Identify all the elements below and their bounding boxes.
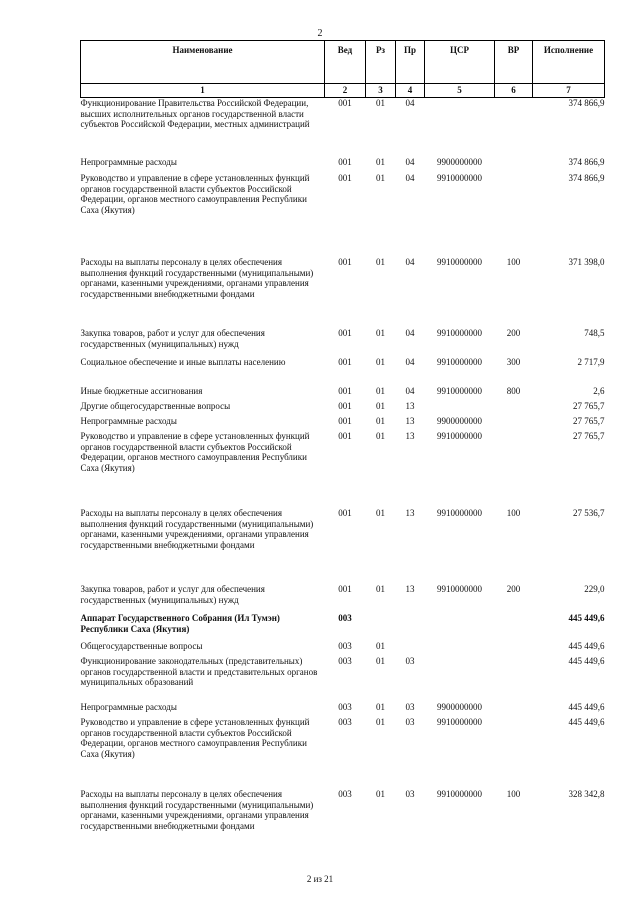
table-row	[81, 357, 605, 386]
cell-ved: 001	[338, 357, 352, 367]
cell-name: Расходы на выплаты персоналу в целях обеспечения выполнения функций государственными (муниципальными) органами, казенными учреждениями, органами управления государственными внебюджетными фондами	[80, 257, 314, 299]
cell-amount: 27 765,7	[573, 416, 605, 426]
cell-rz: 01	[376, 173, 385, 183]
cell-rz: 01	[376, 702, 385, 712]
cell-name: Закупка товаров, работ и услуг для обеспечения государственных (муниципальных) нужд	[80, 584, 265, 605]
table-row	[81, 401, 605, 416]
cell-rz: 01	[376, 257, 385, 267]
cell-vr	[495, 641, 533, 656]
cell-amount: 374 866,9	[568, 98, 605, 108]
column-number: 2	[325, 84, 366, 98]
cell-name: Руководство и управление в сфере установленных функций органов государственной власти субъектов Российской Федерации, органов местного самоуправления Республики Саха (Якутия)	[80, 431, 310, 473]
header-ved: Вед	[325, 41, 366, 84]
cell-ved: 001	[338, 386, 352, 396]
cell-rz: 01	[376, 416, 385, 426]
cell-vr	[495, 656, 533, 702]
budget-table	[80, 40, 605, 855]
cell-csr: 9900000000	[437, 416, 482, 426]
cell-pr	[396, 641, 425, 656]
table-row	[81, 431, 605, 508]
cell-rz: 01	[376, 357, 385, 367]
cell-vr	[495, 702, 533, 717]
header-csr: ЦСР	[425, 41, 495, 84]
cell-ved: 003	[338, 717, 352, 727]
column-number: 5	[425, 84, 495, 98]
column-number: 1	[81, 84, 325, 98]
cell-rz: 01	[376, 508, 385, 518]
cell-vr: 300	[506, 357, 521, 367]
cell-amount: 445 449,6	[568, 702, 605, 712]
cell-csr: 9910000000	[437, 386, 482, 396]
cell-ved: 001	[338, 157, 352, 167]
cell-pr: 13	[405, 508, 415, 518]
cell-pr: 04	[405, 328, 415, 338]
column-number: 3	[366, 84, 396, 98]
cell-vr	[495, 173, 533, 257]
cell-rz: 01	[376, 157, 385, 167]
cell-csr: 9910000000	[437, 508, 482, 518]
table-row	[81, 789, 605, 855]
cell-csr: 9900000000	[437, 702, 482, 712]
cell-name: Общегосударственные вопросы	[80, 641, 203, 651]
cell-amount: 445 449,6	[568, 613, 605, 623]
cell-csr: 9910000000	[437, 257, 482, 267]
cell-ved: 003	[338, 789, 352, 799]
table-body	[81, 98, 605, 856]
cell-vr	[495, 717, 533, 789]
table-row	[81, 641, 605, 656]
cell-ved: 001	[338, 431, 352, 441]
cell-name: Другие общегосударственные вопросы	[80, 401, 231, 411]
header-vr: ВР	[495, 41, 533, 84]
cell-name: Руководство и управление в сфере установленных функций органов государственной власти субъектов Российской Федерации, органов местного самоуправления Республики Саха (Якутия)	[80, 173, 310, 215]
page-footer: 2 из 21	[306, 874, 334, 884]
cell-amount: 27 765,7	[573, 401, 605, 411]
cell-vr: 100	[506, 257, 521, 267]
table-row	[81, 386, 605, 401]
cell-vr: 100	[506, 508, 521, 518]
cell-pr: 04	[405, 357, 415, 367]
table-row	[81, 613, 605, 641]
cell-name: Руководство и управление в сфере установленных функций органов государственной власти субъектов Российской Федерации, органов местного самоуправления Республики Саха (Якутия)	[80, 717, 310, 759]
cell-amount: 2 717,9	[577, 357, 605, 367]
cell-csr: 9910000000	[437, 789, 482, 799]
cell-name: Расходы на выплаты персоналу в целях обеспечения выполнения функций государственными (муниципальными) органами, казенными учреждениями, органами управления государственными внебюджетными фондами	[80, 789, 314, 831]
cell-csr: 9900000000	[437, 157, 482, 167]
cell-rz: 01	[376, 401, 385, 411]
cell-pr: 03	[405, 656, 415, 666]
cell-amount: 374 866,9	[568, 173, 605, 183]
cell-rz: 01	[376, 789, 385, 799]
cell-amount: 328 342,8	[568, 789, 605, 799]
cell-rz: 01	[376, 98, 385, 108]
cell-amount: 371 398,0	[568, 257, 605, 267]
header-pr: Пр	[396, 41, 425, 84]
cell-amount: 229,0	[584, 584, 605, 594]
cell-vr: 200	[506, 328, 521, 338]
cell-vr: 200	[506, 584, 521, 594]
cell-rz: 01	[376, 656, 385, 666]
cell-amount: 2,6	[593, 386, 605, 396]
cell-vr	[495, 157, 533, 173]
cell-ved: 001	[338, 328, 352, 338]
cell-rz: 01	[376, 584, 385, 594]
table-row	[81, 702, 605, 717]
column-number: 7	[533, 84, 605, 98]
cell-csr	[425, 98, 495, 158]
cell-vr	[495, 431, 533, 508]
column-number: 4	[396, 84, 425, 98]
column-number-row	[81, 84, 605, 98]
cell-vr: 800	[506, 386, 521, 396]
cell-csr: 9910000000	[437, 328, 482, 338]
header-rz: Рз	[366, 41, 396, 84]
table-row	[81, 157, 605, 173]
cell-name: Аппарат Государственного Собрания (Ил Тумэн) Республики Саха (Якутия)	[80, 613, 280, 634]
cell-vr: 100	[506, 789, 521, 799]
cell-name: Иные бюджетные ассигнования	[80, 386, 203, 396]
cell-csr: 9910000000	[437, 584, 482, 594]
cell-rz	[366, 613, 396, 641]
cell-name: Непрограммные расходы	[80, 416, 177, 426]
cell-ved: 001	[338, 401, 352, 411]
cell-ved: 003	[338, 702, 352, 712]
cell-pr: 03	[405, 702, 415, 712]
cell-name: Функционирование законодательных (представительных) органов государственной власти и представительных органов муниципальных образований	[80, 656, 318, 687]
cell-ved: 003	[338, 656, 352, 666]
table-row	[81, 508, 605, 584]
cell-csr	[425, 641, 495, 656]
cell-ved: 003	[338, 613, 352, 623]
cell-rz: 01	[376, 328, 385, 338]
cell-vr	[495, 401, 533, 416]
cell-amount: 374 866,9	[568, 157, 605, 167]
cell-pr: 13	[405, 416, 415, 426]
table-row	[81, 584, 605, 613]
cell-vr	[495, 613, 533, 641]
cell-ved: 001	[338, 257, 352, 267]
cell-name: Расходы на выплаты персоналу в целях обеспечения выполнения функций государственными (муниципальными) органами, казенными учреждениями, органами управления государственными внебюджетными фондами	[80, 508, 314, 550]
cell-pr: 03	[405, 789, 415, 799]
cell-pr: 13	[405, 431, 415, 441]
cell-rz: 01	[376, 431, 385, 441]
page-number-top: 2	[317, 28, 323, 39]
table-row	[81, 98, 605, 158]
cell-csr: 9910000000	[437, 173, 482, 183]
cell-pr: 04	[405, 386, 415, 396]
cell-name: Функционирование Правительства Российской Федерации, высших исполнительных органов государственной власти субъектов Российской Федерации, местных администраций	[80, 98, 310, 129]
table-row	[81, 717, 605, 789]
cell-amount: 445 449,6	[568, 717, 605, 727]
cell-pr: 03	[405, 717, 415, 727]
cell-pr: 04	[405, 173, 415, 183]
cell-name: Непрограммные расходы	[80, 157, 177, 167]
table-row	[81, 173, 605, 257]
cell-pr: 04	[405, 257, 415, 267]
cell-rz: 01	[376, 641, 385, 651]
cell-pr	[396, 613, 425, 641]
cell-csr: 9910000000	[437, 357, 482, 367]
cell-pr: 04	[405, 157, 415, 167]
column-number: 6	[495, 84, 533, 98]
cell-csr	[425, 401, 495, 416]
cell-csr: 9910000000	[437, 431, 482, 441]
cell-amount: 445 449,6	[568, 641, 605, 651]
cell-name: Непрограммные расходы	[80, 702, 177, 712]
cell-amount: 445 449,6	[568, 656, 605, 666]
cell-rz: 01	[376, 386, 385, 396]
table-row	[81, 416, 605, 431]
cell-name: Закупка товаров, работ и услуг для обеспечения государственных (муниципальных) нужд	[80, 328, 265, 349]
cell-pr: 13	[405, 584, 415, 594]
cell-ved: 001	[338, 508, 352, 518]
cell-name: Социальное обеспечение и иные выплаты населению	[80, 357, 286, 367]
table-row	[81, 328, 605, 357]
cell-csr	[425, 656, 495, 702]
cell-ved: 001	[338, 416, 352, 426]
cell-rz: 01	[376, 717, 385, 727]
cell-ved: 001	[338, 98, 352, 108]
cell-amount: 748,5	[584, 328, 605, 338]
cell-ved: 001	[338, 584, 352, 594]
cell-pr: 13	[405, 401, 415, 411]
table-row	[81, 257, 605, 328]
cell-pr: 04	[405, 98, 415, 108]
cell-csr: 9910000000	[437, 717, 482, 727]
cell-ved: 001	[338, 173, 352, 183]
cell-amount: 27 536,7	[573, 508, 605, 518]
table-header	[81, 41, 605, 98]
header-row	[81, 41, 605, 84]
header-amount: Исполнение	[533, 41, 605, 84]
cell-amount: 27 765,7	[573, 431, 605, 441]
cell-csr	[425, 613, 495, 641]
table-row	[81, 656, 605, 702]
cell-vr	[495, 98, 533, 158]
cell-vr	[495, 416, 533, 431]
header-name: Наименование	[81, 41, 325, 84]
cell-ved: 003	[338, 641, 352, 651]
